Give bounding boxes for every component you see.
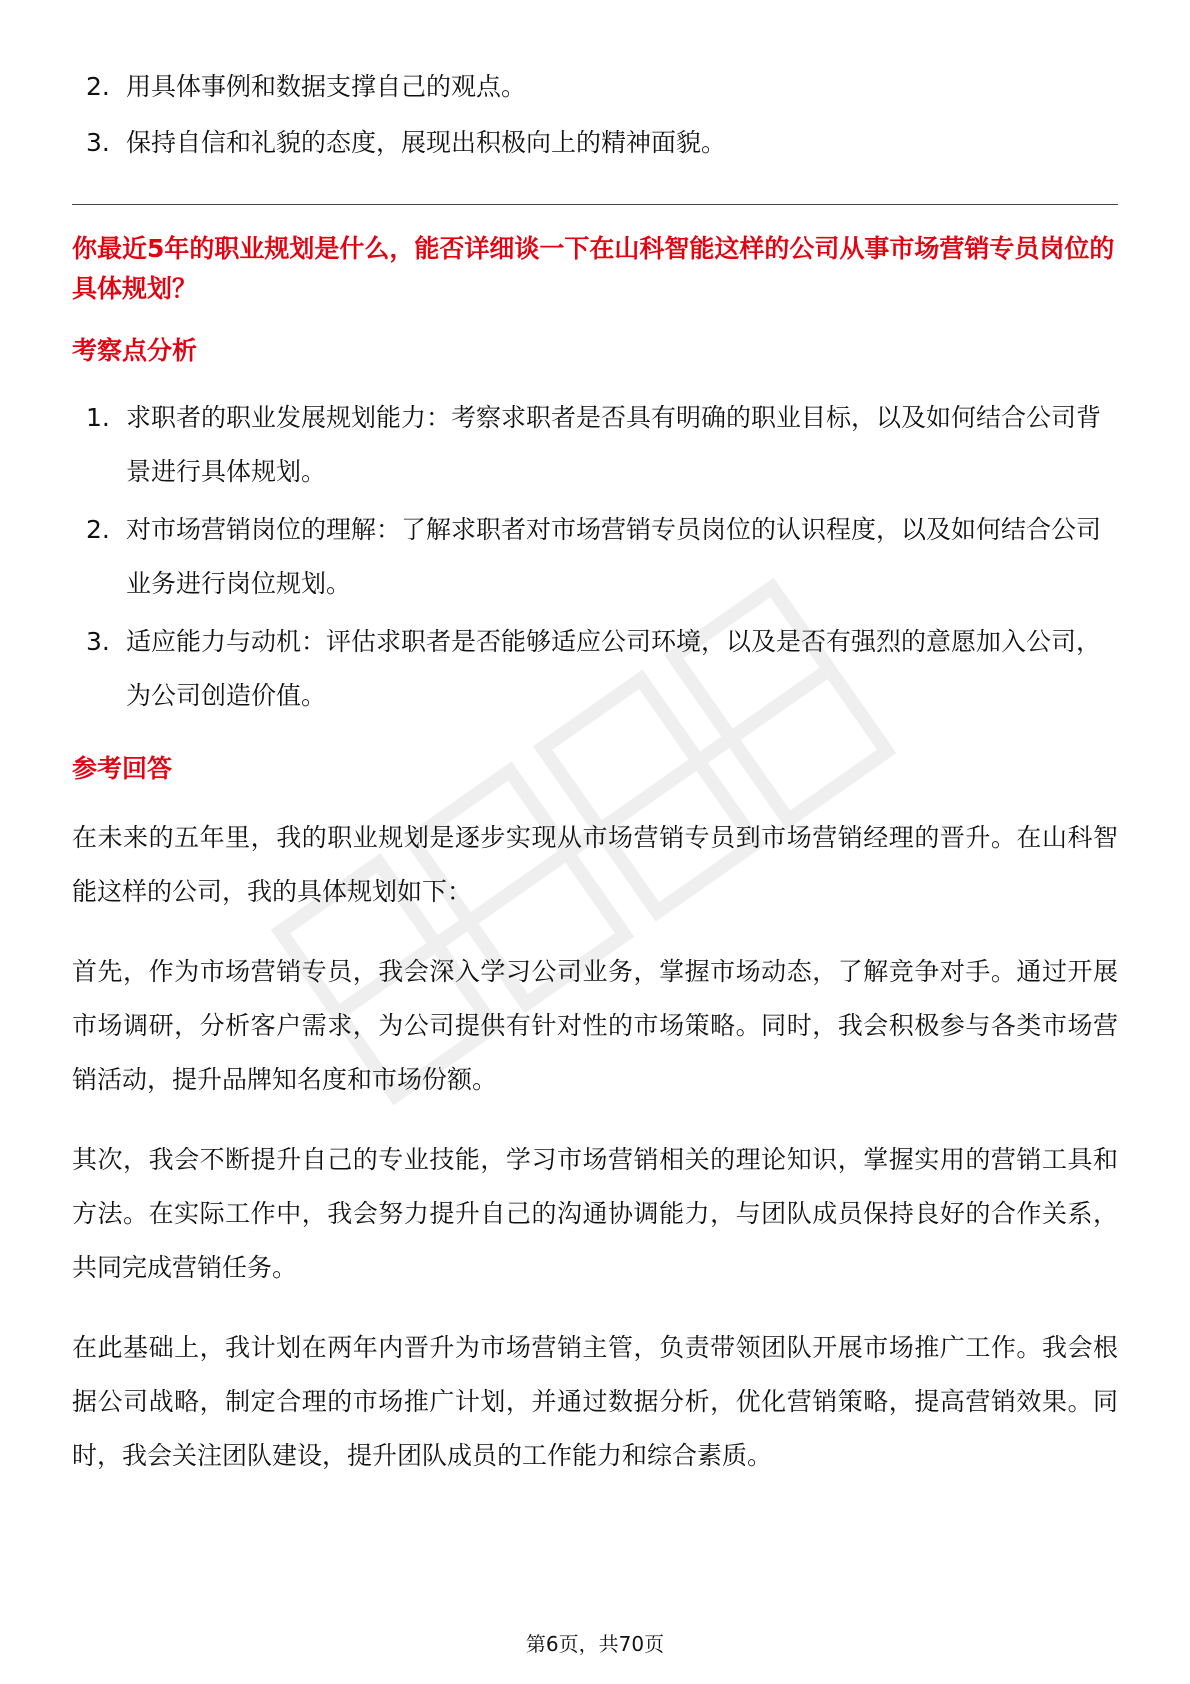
- list-item-text: 保持自信和礼貌的态度，展现出积极向上的精神面貌。: [126, 128, 727, 157]
- list-item: [72, 615, 1118, 723]
- answer-paragraph: 其次，我会不断提升自己的专业技能，学习市场营销相关的理论知识，掌握实用的营销工具和方法。在实际工作中，我会努力提升自己的沟通协调能力，与团队成员保持良好的合作关系，共同完成营销任务。: [72, 1145, 1118, 1282]
- list-item-text: 适应能力与动机：评估求职者是否能够适应公司环境，以及是否有强烈的意愿加入公司，为公司创造价值。: [126, 627, 1102, 710]
- list-item-text: 求职者的职业发展规划能力：考察求职者是否具有明确的职业目标，以及如何结合公司背景进行具体规划。: [126, 403, 1102, 486]
- answer-heading: 参考回答: [72, 754, 173, 783]
- content-area: [72, 60, 1118, 1483]
- previous-tips-list: [72, 60, 1118, 170]
- list-item-number: 1.: [86, 403, 110, 432]
- answer-paragraph: 在此基础上，我计划在两年内晋升为市场营销主管，负责带领团队开展市场推广工作。我会根据公司战略，制定合理的市场推广计划，并通过数据分析，优化营销策略，提高营销效果。同时，我会关注团队建设，提升团队成员的工作能力和综合素质。: [72, 1333, 1118, 1470]
- list-item-number: 3.: [86, 627, 110, 656]
- list-item-text: 用具体事例和数据支撑自己的观点。: [126, 72, 527, 101]
- list-item: [72, 503, 1118, 611]
- analysis-heading: 考察点分析: [72, 336, 198, 365]
- interview-question: 你最近5年的职业规划是什么，能否详细谈一下在山科智能这样的公司从事市场营销专员岗位的具体规划？: [72, 234, 1115, 303]
- list-item-number: 3.: [86, 128, 110, 157]
- list-item: [72, 391, 1118, 499]
- answer-paragraph: 在未来的五年里，我的职业规划是逐步实现从市场营销专员到市场营销经理的晋升。在山科智能这样的公司，我的具体规划如下：: [72, 823, 1118, 906]
- list-item: [72, 116, 1118, 170]
- section-divider: [72, 204, 1118, 205]
- page-number: 第6页，共70页: [525, 1632, 665, 1656]
- list-item-number: 2.: [86, 72, 110, 101]
- list-item-number: 2.: [86, 515, 110, 544]
- list-item-text: 对市场营销岗位的理解：了解求职者对市场营销专员岗位的认识程度，以及如何结合公司业务进行岗位规划。: [126, 515, 1102, 598]
- list-item: [72, 60, 1118, 114]
- analysis-list: [72, 391, 1118, 723]
- answer-paragraph: 首先，作为市场营销专员，我会深入学习公司业务，掌握市场动态，了解竞争对手。通过开展市场调研，分析客户需求，为公司提供有针对性的市场策略。同时，我会积极参与各类市场营销活动，提升品牌知名度和市场份额。: [72, 957, 1118, 1094]
